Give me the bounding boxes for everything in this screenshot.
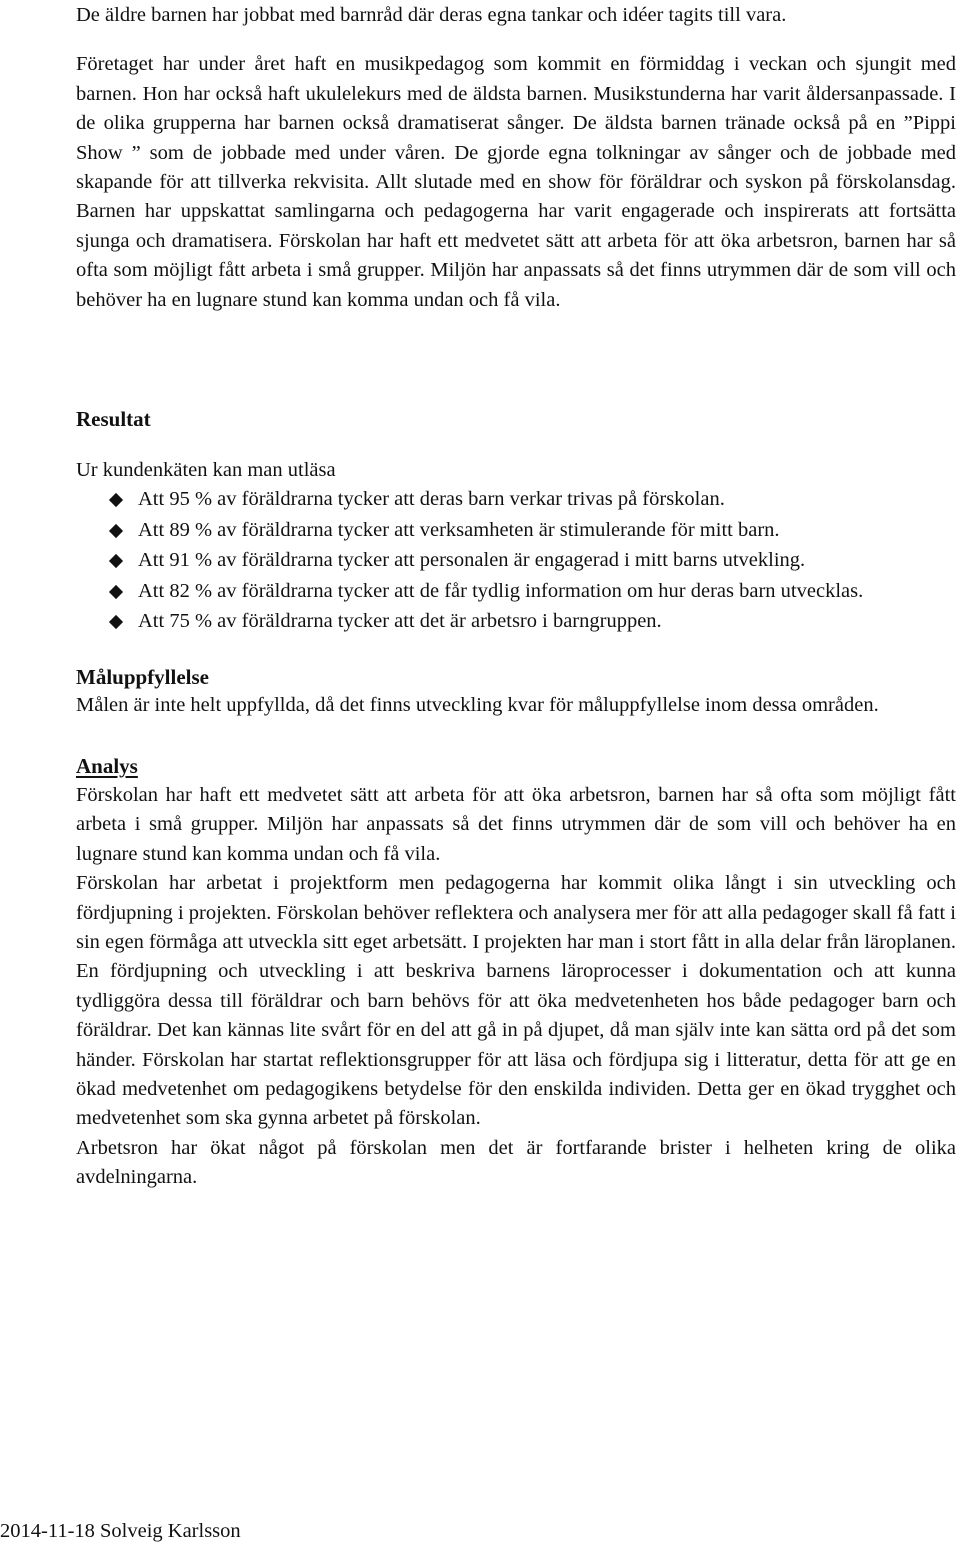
- diamond-bullet-icon: [109, 554, 123, 568]
- analys-paragraph-3: Arbetsron har ökat något på förskolan men det är fortfarande brister i helheten kring de olika avdelningarna.: [76, 1136, 956, 1189]
- resultat-list: [76, 485, 956, 636]
- analys-paragraph-1: Förskolan har haft ett medvetet sätt att arbeta för att öka arbetsron, barnen har så ofta som möjligt fått arbeta i små grupper. Miljön har anpassats så det finns utrymmen där de som vill och behöver ha en lugnare stund kan komma undan och få vila.: [76, 783, 956, 865]
- resultat-list-item: [76, 516, 956, 545]
- resultat-list-item: [76, 607, 956, 636]
- diamond-bullet-icon: [109, 493, 123, 507]
- resultat-item-text: Att 89 % av föräldrarna tycker att verksamheten är stimulerande för mitt barn.: [138, 518, 780, 541]
- document-page: [76, 0, 956, 1193]
- resultat-list-item: [76, 577, 956, 606]
- intro-paragraph-1: De äldre barnen har jobbat med barnråd där deras egna tankar och idéer tagits till vara.: [76, 4, 787, 26]
- analys-paragraph-2: Förskolan har arbetat i projektform men pedagogerna har kommit olika långt i sin utveckling och fördjupning i projekten. Förskolan behöver reflektera och analysera mer för att alla pedagoger skall få fatt i sin egen förmåga att utveckla sitt eget arbetsätt. I projekten har man i stort fått in alla delar från läroplanen. En fördjupning och utveckling i att beskriva barnens läroprocesser i dokumentation och att kunna tydliggöra dessa till föräldrar och barn behövs för att öka medvetenheten hos både pedagoger barn och föräldrar. Det kan kännas lite svårt för en del att gå in på djupet, då man själv inte kan sätta ord på det som händer. Förskolan har startat reflektionsgrupper för att läsa och fördjupa sig i litteratur, detta för att ge en ökad medvetenhet om pedagogikens betydelse för den enskilda individen. Detta ger en ökad trygghet och medvetenhet som ska gynna arbetet på förskolan.: [76, 872, 956, 1130]
- resultat-item-text: Att 75 % av föräldrarna tycker att det är arbetsro i barngruppen.: [138, 610, 662, 633]
- resultat-item-text: Att 91 % av föräldrarna tycker att personalen är engagerad i mitt barns utvekling.: [138, 549, 806, 572]
- resultat-item-text: Att 82 % av föräldrarna tycker att de får tydlig information om hur deras barn utvecklas.: [138, 579, 864, 602]
- intro-paragraph-2: Företaget har under året haft en musikpedagog som kommit en förmiddag i veckan och sjungit med barnen. Hon har också haft ukulelekurs med de äldsta barnen. Musikstunderna har varit åldersanpassade. I de olika grupperna har barnen också dramatiserat sånger. De äldsta barnen tränade också på en ”Pippi Show ” som de jobbade med under våren. De gjorde egna tolkningar av sånger och de jobbade med skapande för att tillverka rekvisita. Allt slutade med en show för föräldrar och syskon på förskolansdag. Barnen har uppskattat samlingarna och pedagogerna har varit engagerade och inspirerats att fortsätta sjunga och dramatisera. Förskolan har haft ett medvetet sätt att arbeta för att öka arbetsron, barnen har så ofta som möjligt fått arbeta i små grupper. Miljön har anpassats så det finns utrymmen där de som vill och behöver ha en lugnare stund kan komma undan och få vila.: [76, 53, 956, 311]
- page-footer: 2014-11-18 Solveig Karlsson: [0, 1520, 241, 1542]
- resultat-intro: Ur kundenkäten kan man utläsa: [76, 459, 336, 482]
- diamond-bullet-icon: [109, 524, 123, 538]
- diamond-bullet-icon: [109, 615, 123, 629]
- maluppfyllelse-text: Målen är inte helt uppfyllda, då det finns utveckling kvar för måluppfyllelse inom dessa områden.: [76, 693, 879, 716]
- analys-heading: Analys: [76, 753, 138, 778]
- resultat-list-item: [76, 546, 956, 575]
- diamond-bullet-icon: [109, 585, 123, 599]
- maluppfyllelse-heading: Måluppfyllelse: [76, 664, 210, 689]
- resultat-item-text: Att 95 % av föräldrarna tycker att deras barn verkar trivas på förskolan.: [138, 488, 725, 511]
- resultat-heading: Resultat: [76, 407, 151, 432]
- resultat-list-item: [76, 485, 956, 514]
